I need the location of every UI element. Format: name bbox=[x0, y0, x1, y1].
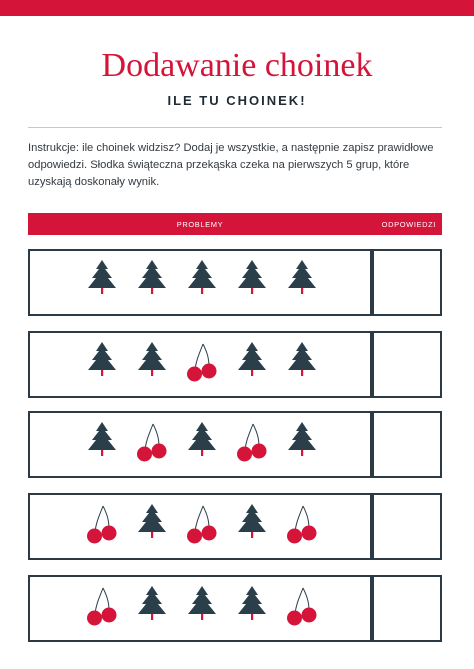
instructions-text: Instrukcje: ile choinek widzisz? Dodaj je wszystkie, a następnie zapisz prawidłowe odpowiedzi. Słodka świąteczna przekąska czeka na pierwszych 5 grup, które uzyskają doskonały wynik. bbox=[28, 142, 434, 188]
cherry-icon bbox=[185, 340, 219, 384]
tree-icon bbox=[235, 258, 269, 302]
cherry-icon bbox=[185, 502, 219, 546]
table-header bbox=[28, 213, 442, 235]
problem-row bbox=[28, 331, 442, 398]
divider bbox=[28, 127, 442, 128]
tree-icon bbox=[235, 584, 269, 628]
answer-box[interactable] bbox=[372, 493, 442, 560]
problem-row bbox=[28, 493, 442, 560]
tree-icon bbox=[85, 420, 119, 464]
tree-icon bbox=[285, 340, 319, 384]
cherry-icon bbox=[85, 584, 119, 628]
tree-icon bbox=[185, 584, 219, 628]
problem-cell bbox=[28, 575, 372, 642]
page-title: Dodawanie choinek bbox=[101, 47, 373, 84]
cherry-icon bbox=[235, 420, 269, 464]
tree-icon bbox=[135, 584, 169, 628]
problems-header: PROBLEMY bbox=[176, 220, 224, 229]
cherry-icon bbox=[285, 584, 319, 628]
cherry-icon bbox=[285, 502, 319, 546]
cherry-icon bbox=[85, 502, 119, 546]
tree-icon bbox=[85, 340, 119, 384]
tree-icon bbox=[185, 420, 219, 464]
tree-icon bbox=[85, 258, 119, 302]
answer-box[interactable] bbox=[372, 411, 442, 478]
tree-icon bbox=[185, 258, 219, 302]
tree-icon bbox=[135, 340, 169, 384]
problem-cell bbox=[28, 249, 372, 316]
answer-box[interactable] bbox=[372, 575, 442, 642]
top-accent-bar bbox=[0, 0, 474, 16]
tree-icon bbox=[285, 420, 319, 464]
problem-row bbox=[28, 575, 442, 642]
problem-row bbox=[28, 249, 442, 316]
problem-row bbox=[28, 411, 442, 478]
answers-header: ODPOWIEDZI bbox=[381, 220, 436, 229]
tree-icon bbox=[235, 502, 269, 546]
cherry-icon bbox=[135, 420, 169, 464]
problem-cell bbox=[28, 331, 372, 398]
tree-icon bbox=[135, 502, 169, 546]
answer-box[interactable] bbox=[372, 249, 442, 316]
tree-icon bbox=[235, 340, 269, 384]
page-subtitle: ILE TU CHOINEK! bbox=[167, 93, 307, 108]
tree-icon bbox=[135, 258, 169, 302]
problem-cell bbox=[28, 493, 372, 560]
problem-cell bbox=[28, 411, 372, 478]
tree-icon bbox=[285, 258, 319, 302]
answer-box[interactable] bbox=[372, 331, 442, 398]
